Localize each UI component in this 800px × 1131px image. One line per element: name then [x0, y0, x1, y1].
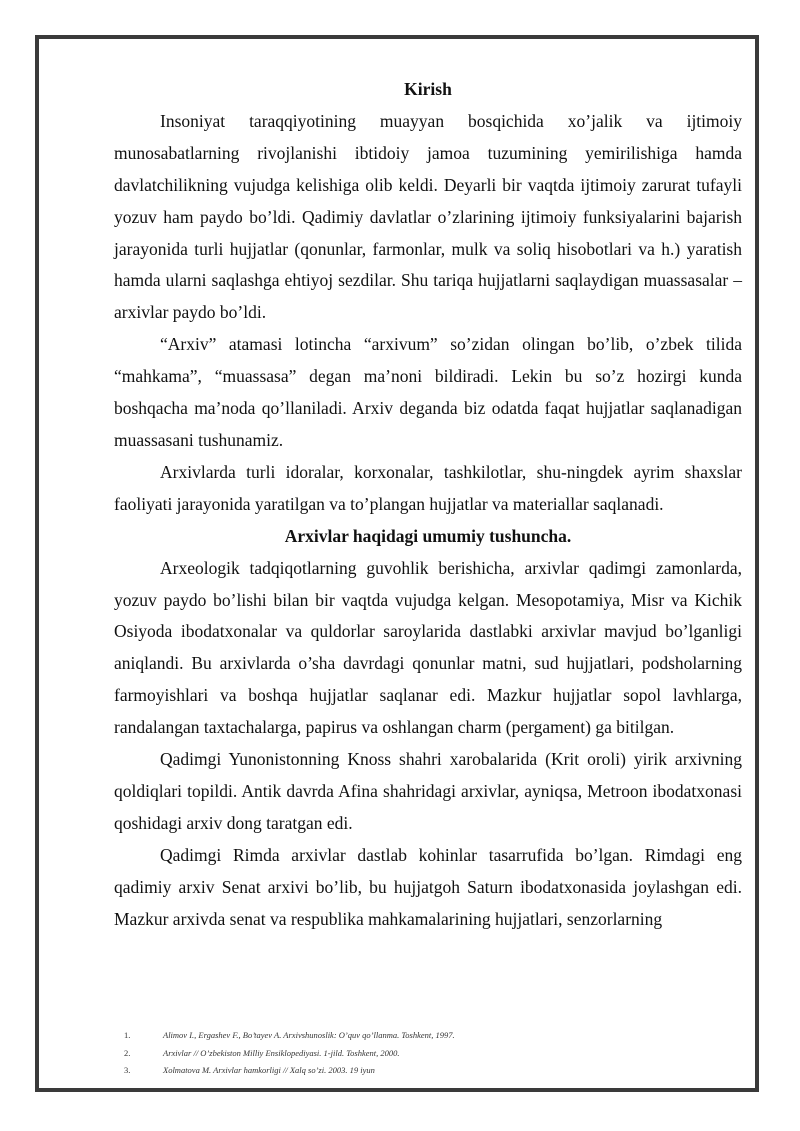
footnote-number: 2. [124, 1047, 131, 1058]
footnote-number: 1. [124, 1030, 131, 1040]
footnote-text: Xolmatova M. Arxivlar hamkorligi // Xalq so’zi. 2003. 19 iyun [163, 1065, 375, 1075]
footnotes [124, 1027, 724, 1080]
section-heading: Arxivlar haqidagi umumiy tushuncha. [284, 525, 572, 546]
heading-kirish: Kirish [404, 79, 452, 99]
footnote-text: Alimov I., Ergashev F., Bo’tayev A. Arxivshunoslik: O’quv qo’llanma. Toshkent, 1997. [163, 1030, 455, 1040]
footnote [124, 1062, 724, 1080]
footnote-text: Arxivlar // O’zbekiston Milliy Ensiklopediyasi. 1-jild. Toshkent, 2000. [163, 1047, 400, 1058]
paragraph: Insoniyat taraqqiyotining muayyan bosqichida xo’jalik va ijtimoiy munosabatlarning rivojlanishi ibtidoiy jamoa tuzumining yemirilishiga hamda davlatchilikning vujudga kelishiga olib keldi. Deyarli bir vaqtda ijtimoiy zarurat tufayli yozuv ham paydo bo’ldi. Qadimiy davlatlar o’zlarining ijtimoiy funksiyalarini bajarish jarayonida turli hujjatlar (qonunlar, farmonlar, mulk va soliq hisobotlari va h.) yaratish hamda ularni saqlashga ehtiyoj sezdilar. Shu tariqa hujjatlarni saqlaydigan muassasalar – arxivlar paydo bo’ldi. [114, 110, 742, 323]
footnote [124, 1045, 724, 1063]
paragraph: Arxivlarda turli idoralar, korxonalar, tashkilotlar, shu-ningdek ayrim shaxslar faoliyati jarayonida yaratilgan va to’plangan hujjatlar va materiallar saqlanadi. [114, 461, 742, 514]
footnote [124, 1027, 724, 1045]
paragraph: “Arxiv” atamasi lotincha “arxivum” so’zidan olingan bo’lib, o’zbek tilida “mahkama”, “muassasa” degan ma’noni bildiradi. Lekin bu so’z hozirgi kunda boshqacha ma’noda qo’llaniladi. Arxiv deganda biz odatda faqat hujjatlar saqlanadigan muassasani tushunamiz. [114, 334, 742, 450]
document-body [114, 74, 742, 935]
paragraph: Qadimgi Rimda arxivlar dastlab kohinlar tasarrufida bo’lgan. Rimdagi eng qadimiy arxiv Senat arxivi bo’lib, bu hujjatgoh Saturn ibodatxonasida joylashgan edi. Mazkur arxivda senat va respublika mahkamalarining hujjatlari, senzorlarning [114, 844, 742, 929]
footnote-number: 3. [124, 1065, 131, 1075]
paragraph: Arxeologik tadqiqotlarning guvohlik berishicha, arxivlar qadimgi zamonlarda, yozuv paydo bo’lishi bilan bir vaqtda vujudga kelgan. Mesopotamiya, Misr va Kichik Osiyoda ibodatxonalar va quldorlar saroylarida dastlabki arxivlar mavjud bo’lganligi aniqlandi. Bu arxivlarda o’sha davrdagi qonunlar matni, sud hujjatlari, podsholarning farmoyishlari va boshqa hujjatlar saqlanar edi. Mazkur hujjatlar sopol lavhlarga, randalangan taxtachalarga, papirus va oshlangan charm (pergament) ga bitilgan. [114, 557, 742, 738]
paragraph: Qadimgi Yunonistonning Knoss shahri xarobalarida (Krit oroli) yirik arxivning qoldiqlari topildi. Antik davrda Afina shahridagi arxivlar, ayniqsa, Metroon ibodatxonasi qoshidagi arxiv dong taratgan edi. [114, 749, 742, 833]
